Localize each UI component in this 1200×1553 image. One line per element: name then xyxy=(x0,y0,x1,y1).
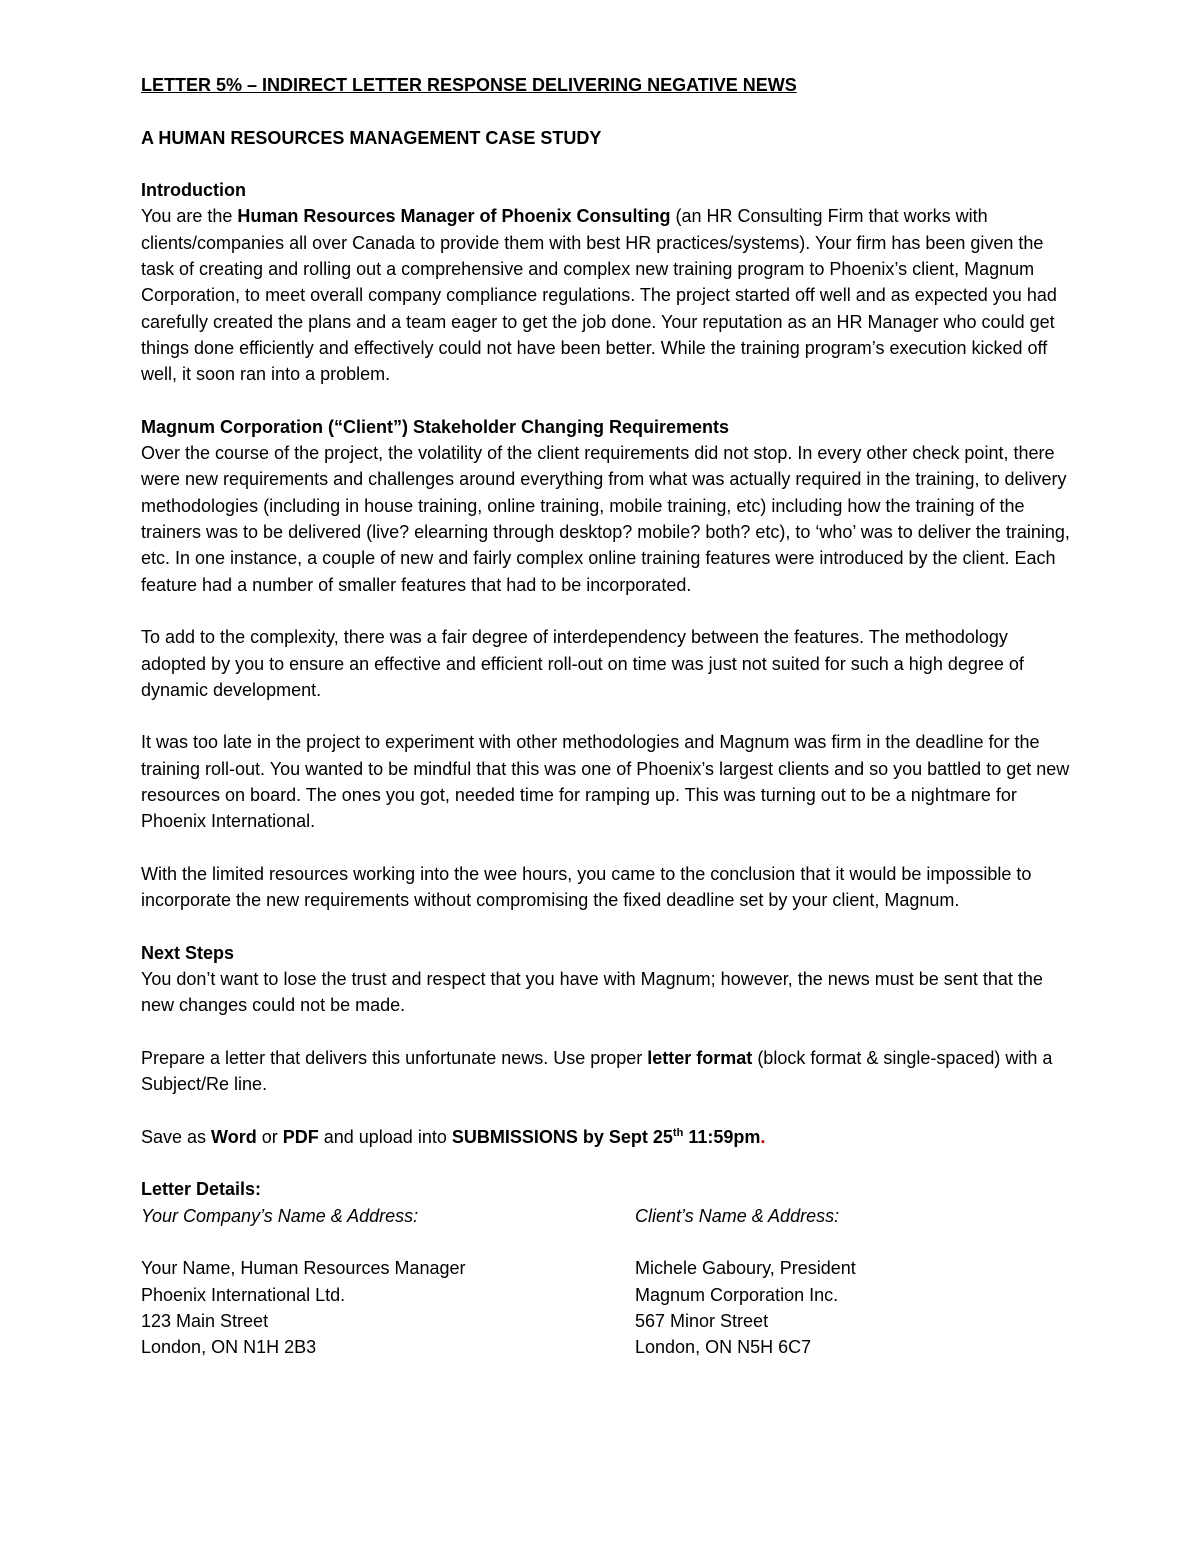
client-address-block xyxy=(635,1203,1071,1361)
company-address-line: London, ON N1H 2B3 xyxy=(141,1337,317,1358)
stakeholder-paragraph-1: Over the course of the project, the volatility of the client requirements did not stop. In every other check point, there were new requirements and challenges around everything from what was actually required in the training, to delivery methodologies (including in house training, online training, mobile training, etc) including how the training of the trainers was to be delivered (live? elearning through desktop? mobile? both? etc), to ‘who’ was to deliver the training, etc. In one instance, a couple of new and fairly complex online training features were introduced by the client. Each feature had a number of smaller features that had to be incorporated. xyxy=(141,443,1070,595)
client-address-line: London, ON N5H 6C7 xyxy=(635,1337,812,1358)
client-address-line: Magnum Corporation Inc. xyxy=(635,1284,839,1305)
stakeholder-heading: Magnum Corporation (“Client”) Stakeholder Changing Requirements xyxy=(141,416,730,437)
company-address-line: 123 Main Street xyxy=(141,1310,269,1331)
stakeholder-paragraph-2: To add to the complexity, there was a fair degree of interdependency between the features. The methodology adopted by you to ensure an effective and efficient roll-out on time was just not suited for such a high degree of dynamic development. xyxy=(141,627,1024,700)
stakeholder-paragraph-4: With the limited resources working into the wee hours, you came to the conclusion that it would be impossible to incorporate the new requirements without compromising the fixed deadline set by your client, Magnum. xyxy=(141,863,1032,911)
submission-instructions: Save as Word or PDF and upload into SUBMISSIONS by Sept 25th 11:59pm. xyxy=(141,1126,766,1147)
company-address-line: Your Name, Human Resources Manager xyxy=(141,1258,466,1279)
client-address-line: 567 Minor Street xyxy=(635,1310,769,1331)
next-steps-paragraph-1: You don’t want to lose the trust and respect that you have with Magnum; however, the news must be sent that the new changes could not be made. xyxy=(141,969,1043,1016)
intro-heading: Introduction xyxy=(141,180,246,201)
company-address-line: Phoenix International Ltd. xyxy=(141,1284,346,1305)
intro-paragraph: You are the Human Resources Manager of Phoenix Consulting (an HR Consulting Firm that works with clients/companies all over Canada to provide them with best HR practices/systems). Your firm has been given the task of creating and rolling out a comprehensive and complex new training program to Phoenix’s client, Magnum Corporation, to meet overall company compliance regulations. The project started off well and as expected you had carefully created the plans and a team eager to get the job done. Your reputation as an HR Manager who could get things done efficiently and effectively could not have been better. While the training program’s execution kicked off well, it soon ran into a problem. xyxy=(141,206,1057,385)
stakeholder-paragraph-3: It was too late in the project to experiment with other methodologies and Magnum was firm in the deadline for the training roll-out. You wanted to be mindful that this was one of Phoenix’s largest clients and so you battled to get new resources on board. The ones you got, needed time for ramping up. This was turning out to be a nightmare for Phoenix International. xyxy=(141,732,1070,832)
document-page xyxy=(141,72,1071,1361)
letter-details-heading: Letter Details: xyxy=(141,1179,262,1200)
next-steps-heading: Next Steps xyxy=(141,942,235,963)
client-address-label: Client’s Name & Address: xyxy=(635,1205,840,1226)
document-title: LETTER 5% – INDIRECT LETTER RESPONSE DELIVERING NEGATIVE NEWS xyxy=(141,75,797,95)
next-steps-paragraph-2: Prepare a letter that delivers this unfortunate news. Use proper letter format (block format & single-spaced) with a Subject/Re line. xyxy=(141,1047,1053,1095)
client-address-line: Michele Gaboury, President xyxy=(635,1258,856,1279)
company-address-label: Your Company’s Name & Address: xyxy=(141,1205,419,1226)
company-address-block xyxy=(141,1203,635,1361)
address-columns xyxy=(141,1203,1071,1361)
document-subtitle: A HUMAN RESOURCES MANAGEMENT CASE STUDY xyxy=(141,127,602,148)
